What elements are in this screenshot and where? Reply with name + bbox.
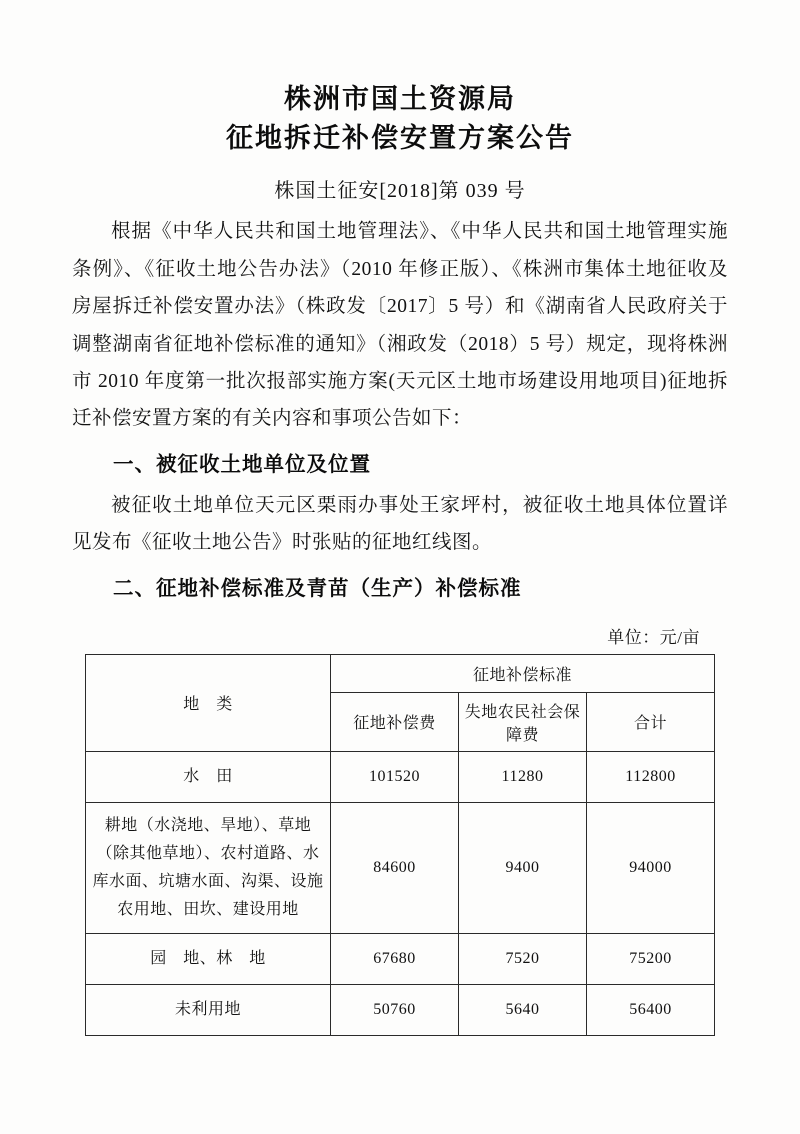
table-unit-note: 单位：元/亩 xyxy=(607,627,700,647)
table-cell-category: 水 田 xyxy=(86,751,331,802)
document-title-line2: 征地拆迁补偿安置方案公告 xyxy=(226,123,574,154)
intro-paragraph: 根据《中华人民共和国土地管理法》、《中华人民共和国土地管理实施条例》、《征收土地公告办法》（2010 年修正版）、《株洲市集体土地征收及房屋拆迁补偿安置办法》（株政发〔2017〕5 号）和《湖南省人民政府关于调整湖南省征地补偿标准的通知》（湘政发（2018）5 号）规定，现将株洲市 2010 年度第一批次报部实施方案(天元区土地市场建设用地项目)征地拆迁补偿安置方案的有关内容和事项公告如下： xyxy=(72,221,728,430)
table-cell-social: 11280 xyxy=(459,751,587,802)
section-heading-2: 二、征地补偿标准及青苗（生产）补偿标准 xyxy=(113,577,522,600)
table-row xyxy=(86,751,715,802)
table-cell-social: 5640 xyxy=(459,984,587,1035)
section-1-paragraph: 被征收土地单位天元区栗雨办事处王家坪村，被征收土地具体位置详见发布《征收土地公告》时张贴的征地红线图。 xyxy=(72,494,728,554)
table-row xyxy=(86,802,715,933)
table-cell-category: 未利用地 xyxy=(86,984,331,1035)
table-cell-total: 56400 xyxy=(587,984,715,1035)
document-title-line1: 株洲市国土资源局 xyxy=(284,84,516,114)
table-cell-fee: 84600 xyxy=(331,802,459,933)
table-cell-total: 94000 xyxy=(587,802,715,933)
document-number: 株国土征安[2018]第 039 号 xyxy=(274,180,526,203)
compensation-table xyxy=(85,654,715,1036)
table-cell-fee: 101520 xyxy=(331,751,459,802)
table-cell-fee: 50760 xyxy=(331,984,459,1035)
table-cell-social: 7520 xyxy=(459,933,587,984)
table-header-row-1 xyxy=(86,654,715,692)
table-cell-fee: 67680 xyxy=(331,933,459,984)
table-header-category: 地 类 xyxy=(86,654,331,751)
table-row xyxy=(86,984,715,1035)
document-title-block xyxy=(72,80,728,158)
table-header-total: 合计 xyxy=(587,692,715,751)
table-header-social: 失地农民社会保障费 xyxy=(459,692,587,751)
document-content xyxy=(72,70,728,1036)
table-cell-total: 75200 xyxy=(587,933,715,984)
section-heading-1: 一、被征收土地单位及位置 xyxy=(113,453,371,476)
table-cell-category: 园 地、林 地 xyxy=(86,933,331,984)
table-cell-total: 112800 xyxy=(587,751,715,802)
table-cell-social: 9400 xyxy=(459,802,587,933)
table-header-group: 征地补偿标准 xyxy=(331,654,715,692)
table-row xyxy=(86,933,715,984)
table-header-fee: 征地补偿费 xyxy=(331,692,459,751)
table-cell-category: 耕地（水浇地、旱地）、草地（除其他草地）、农村道路、水库水面、坑塘水面、沟渠、设施农用地、田坎、建设用地 xyxy=(86,802,331,933)
